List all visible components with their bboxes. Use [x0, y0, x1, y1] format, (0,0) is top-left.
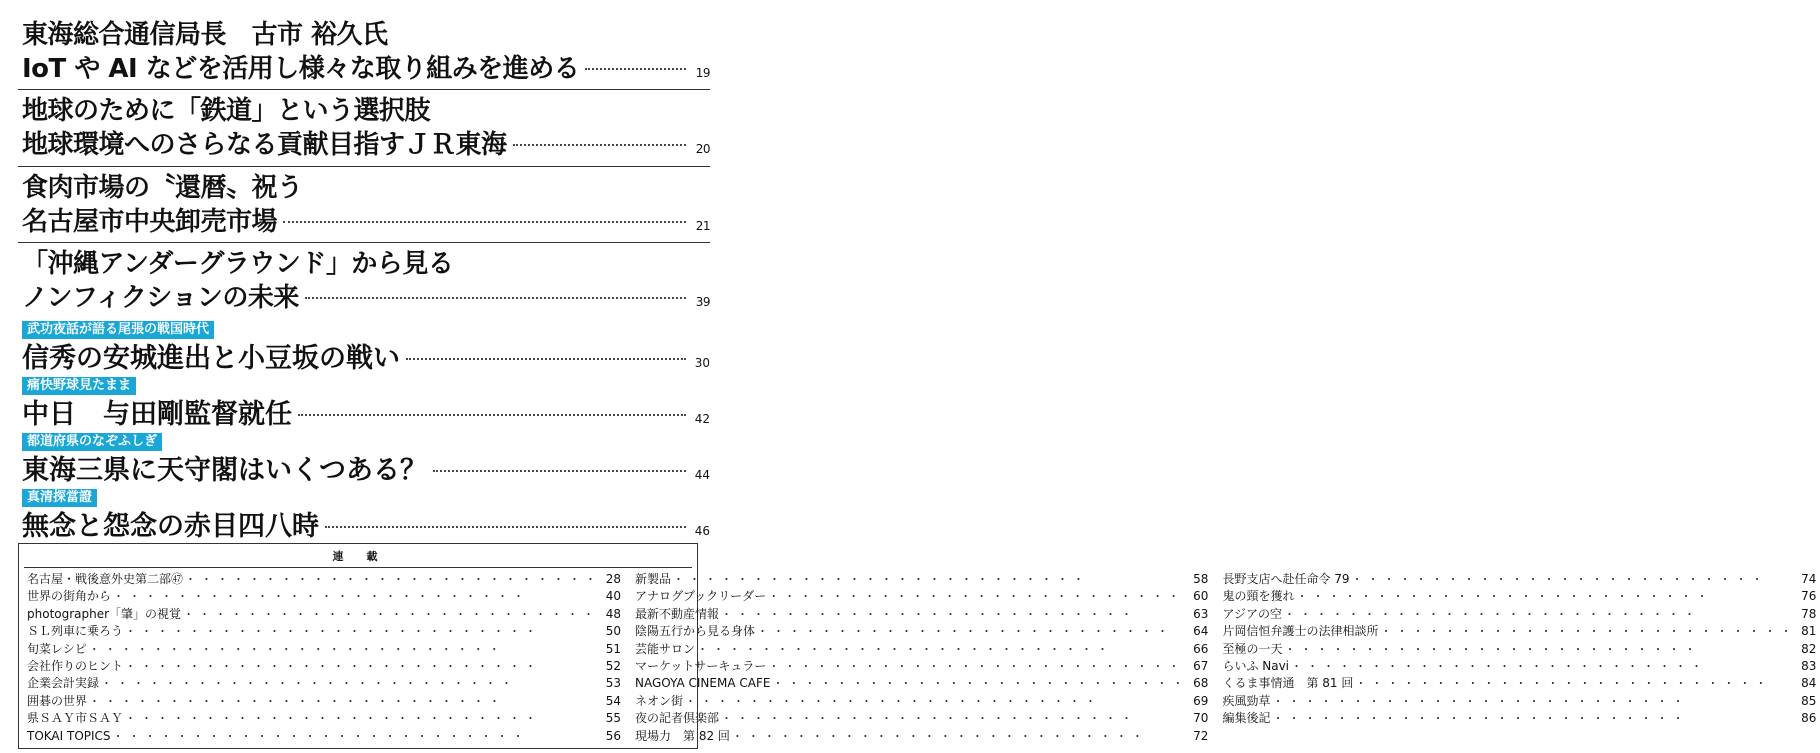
dot-leader: [125, 659, 601, 675]
series-title-text: 信秀の安城進出と小豆坂の戦い: [22, 343, 400, 374]
serial-item[interactable]: [1222, 710, 1816, 727]
page-number: 20: [695, 142, 710, 156]
serial-item-label: ネオン街: [635, 693, 684, 708]
series-tag: 武功夜話が語る尾張の戦国時代: [22, 321, 214, 339]
serial-item[interactable]: [1222, 606, 1816, 623]
page-number: 28: [605, 572, 622, 586]
series-article-3[interactable]: [22, 430, 710, 493]
serial-item[interactable]: [27, 588, 621, 605]
page-number: 66: [1193, 641, 1209, 656]
dot-leader: [298, 414, 686, 416]
page-number: 70: [1193, 711, 1209, 726]
dot-leader: [89, 642, 601, 658]
dot-leader: [768, 659, 1188, 675]
page-number: 81: [1801, 624, 1817, 639]
page-number: 54: [605, 693, 622, 708]
page-number: 78: [1801, 606, 1817, 621]
divider: [18, 89, 710, 90]
dot-leader: [513, 144, 686, 146]
dot-leader: [768, 589, 1188, 605]
article-title-text: 地球環境へのさらなる貢献目指すＪＲ東海: [22, 130, 507, 160]
dot-leader: [697, 642, 1188, 658]
article-title-line: [22, 205, 710, 243]
serial-column-3: [1222, 571, 1820, 745]
series-tag: 痛快野球見たまま: [22, 377, 136, 395]
page-number: 52: [605, 659, 622, 674]
article-3[interactable]: [22, 171, 710, 243]
dot-leader: [283, 221, 686, 223]
serial-item-label: 編集後記: [1222, 711, 1271, 726]
dot-leader: [1272, 711, 1796, 727]
serial-item-label: 鬼の頸を獲れ: [1222, 589, 1295, 604]
dot-leader: [183, 607, 601, 623]
dot-leader: [757, 624, 1188, 640]
serial-item-label: 囲碁の世界: [27, 693, 88, 708]
article-title-line: [22, 52, 710, 90]
serial-item[interactable]: [1222, 571, 1816, 588]
serial-item[interactable]: [27, 658, 621, 675]
page-number: 48: [605, 606, 622, 621]
serial-item-label: マーケットサーキュラー: [635, 659, 767, 674]
article-4[interactable]: [22, 247, 710, 319]
serial-item-label: 最新不動産情報: [635, 606, 720, 621]
dot-leader: [732, 729, 1189, 745]
serial-item[interactable]: [635, 623, 1208, 640]
serial-item-label: photographer「肇」の視覚: [27, 606, 182, 621]
dot-leader: [113, 589, 601, 605]
serial-item-label: 陰陽五行から見る身体: [635, 624, 756, 639]
serial-item[interactable]: [635, 606, 1208, 623]
series-title-text: 中日 与田剛監督就任: [22, 399, 292, 430]
dot-leader: [772, 676, 1188, 692]
article-title-line: [22, 128, 710, 166]
serial-item[interactable]: [635, 728, 1208, 745]
serial-item[interactable]: [27, 710, 621, 727]
serial-item-label: 世界の街角から: [27, 589, 112, 604]
serial-item-label: 現場力 第 82 回: [635, 728, 730, 743]
serial-item[interactable]: [27, 606, 621, 623]
serial-columns: [19, 568, 1817, 745]
page-number: 40: [605, 589, 622, 604]
serial-box: [18, 543, 1817, 749]
page-number: 21: [695, 219, 710, 233]
dot-leader: [685, 694, 1188, 710]
page-number: 64: [1193, 624, 1209, 639]
dot-leader: [585, 68, 686, 70]
page-number: 76: [1801, 589, 1817, 604]
serial-item[interactable]: [1222, 693, 1816, 710]
serial-item[interactable]: [1222, 675, 1816, 692]
dot-leader: [185, 572, 601, 588]
page-number: 19: [695, 66, 710, 80]
page-number: 30: [694, 356, 710, 370]
page-number: 86: [1801, 711, 1817, 726]
page-number: 69: [1193, 693, 1209, 708]
serial-item-label: 疾風勁草: [1222, 693, 1271, 708]
serial-item[interactable]: [635, 710, 1208, 727]
page-number: 82: [1801, 641, 1817, 656]
serial-item-label: 片岡信恒弁護士の法律相談所: [1222, 624, 1379, 639]
page-number: 83: [1801, 659, 1817, 674]
page-number: 63: [1193, 606, 1209, 621]
article-title-line: 「沖縄アンダーグラウンド」から見る: [22, 249, 454, 279]
serial-item-label: ＳＬ列車に乗ろう: [27, 624, 124, 639]
dot-leader: [1380, 624, 1796, 640]
serial-item-label: アナログブックリーダー: [635, 589, 767, 604]
article-title-line: 食肉市場の〝還暦〟祝う: [22, 173, 303, 203]
article-2[interactable]: [22, 94, 710, 166]
page-number: 46: [694, 524, 710, 538]
page-number: 72: [1193, 728, 1209, 743]
serial-item-label: 会社作りのヒント: [27, 659, 124, 674]
dot-leader: [305, 297, 686, 299]
serial-item[interactable]: [27, 693, 621, 710]
dot-leader: [125, 624, 601, 640]
serial-item[interactable]: [1222, 623, 1816, 640]
article-title-line: 地球のために「鉄道」という選択肢: [22, 96, 431, 126]
page-number: 74: [1801, 572, 1817, 586]
divider: [18, 242, 710, 243]
dot-leader: [1272, 694, 1796, 710]
divider: [18, 166, 710, 167]
series-article-4[interactable]: [22, 486, 710, 549]
series-article-1[interactable]: [22, 318, 710, 381]
serial-item-label: NAGOYA CINEMA CAFE: [635, 676, 771, 691]
serial-item-label: 県ＳＡＹ市ＳＡＹ: [27, 711, 124, 726]
serial-item-label: アジアの空: [1222, 606, 1282, 621]
dot-leader: [673, 572, 1188, 588]
serial-column-2: [635, 571, 1222, 745]
series-tag: 都道府県のなぞふしぎ: [22, 433, 162, 451]
article-1[interactable]: [22, 18, 710, 90]
dot-leader: [89, 694, 601, 710]
dot-leader: [721, 711, 1188, 727]
serial-item-label: 長野支店へ赴任命令 79: [1222, 572, 1350, 586]
serial-item-label: 夜の記者倶楽部: [635, 711, 720, 726]
dot-leader: [325, 526, 686, 528]
serial-heading: 連 載: [332, 550, 384, 563]
dot-leader: [1284, 642, 1796, 658]
dot-leader: [1284, 607, 1796, 623]
dot-leader: [1355, 676, 1796, 692]
page-number: 42: [694, 412, 710, 426]
serial-item-label: らいふ Navi: [1222, 659, 1290, 674]
serial-item[interactable]: [635, 658, 1208, 675]
serial-item-label: TOKAI TOPICS: [27, 728, 111, 743]
serial-item[interactable]: [635, 641, 1208, 658]
series-tag: 真清探當證: [22, 489, 97, 507]
page-number: 55: [605, 711, 622, 726]
page-number: 44: [694, 468, 710, 482]
article-title-text: 名古屋市中央卸売市場: [22, 207, 278, 237]
dot-leader: [1291, 659, 1796, 675]
serial-item-label: 至極の一天: [1222, 641, 1283, 656]
series-title-text: 東海三県に天守閣はいくつある？: [22, 455, 427, 486]
serial-item-label: 名古屋・戦後意外史第二部㊼: [27, 572, 184, 586]
page-number: 39: [695, 295, 710, 309]
serial-item-label: 旬菜レシピ: [27, 641, 87, 656]
page-number: 51: [605, 641, 622, 656]
article-title-line: [22, 281, 710, 319]
serial-column-1: [27, 571, 635, 745]
serial-item[interactable]: [635, 693, 1208, 710]
page-number: 85: [1801, 693, 1817, 708]
article-title-line: 東海総合通信局長 古市 裕久氏: [22, 20, 388, 50]
page-number: 50: [605, 624, 622, 639]
page-number: 67: [1193, 659, 1209, 674]
serial-item[interactable]: [1222, 588, 1816, 605]
dot-leader: [113, 729, 601, 745]
serial-item[interactable]: [27, 728, 621, 745]
dot-leader: [1296, 589, 1796, 605]
page-number: 56: [605, 728, 622, 743]
serial-item[interactable]: [1222, 658, 1816, 675]
dot-leader: [1352, 572, 1797, 588]
serial-item[interactable]: [635, 675, 1208, 692]
serial-item[interactable]: [27, 641, 621, 658]
serial-item-label: くるま事情通 第 81 回: [1222, 676, 1354, 691]
serial-item[interactable]: [27, 571, 621, 588]
article-title-text: ノンフィクションの未来: [22, 283, 299, 313]
article-title-text: IoT や AI などを活用し様々な取り組みを進める: [22, 54, 580, 84]
serial-item[interactable]: [635, 588, 1208, 605]
serial-item[interactable]: [635, 571, 1208, 588]
serial-item[interactable]: [27, 623, 621, 640]
page-number: 84: [1801, 676, 1817, 691]
serial-item-label: 芸能サロン: [635, 641, 696, 656]
page-number: 68: [1193, 676, 1209, 691]
dot-leader: [406, 358, 686, 360]
serial-item-label: 新製品: [635, 572, 672, 586]
dot-leader: [433, 470, 686, 472]
dot-leader: [101, 676, 601, 692]
serial-item[interactable]: [27, 675, 621, 692]
serial-item-label: 企業会計実録: [27, 676, 100, 691]
series-title-text: 無念と怨念の赤目四八時: [22, 511, 319, 542]
series-article-2[interactable]: [22, 374, 710, 437]
dot-leader: [721, 607, 1188, 623]
page-number: 53: [605, 676, 622, 691]
page-number: 60: [1193, 589, 1209, 604]
dot-leader: [125, 711, 601, 727]
serial-item[interactable]: [1222, 641, 1816, 658]
page-number: 58: [1193, 572, 1209, 586]
